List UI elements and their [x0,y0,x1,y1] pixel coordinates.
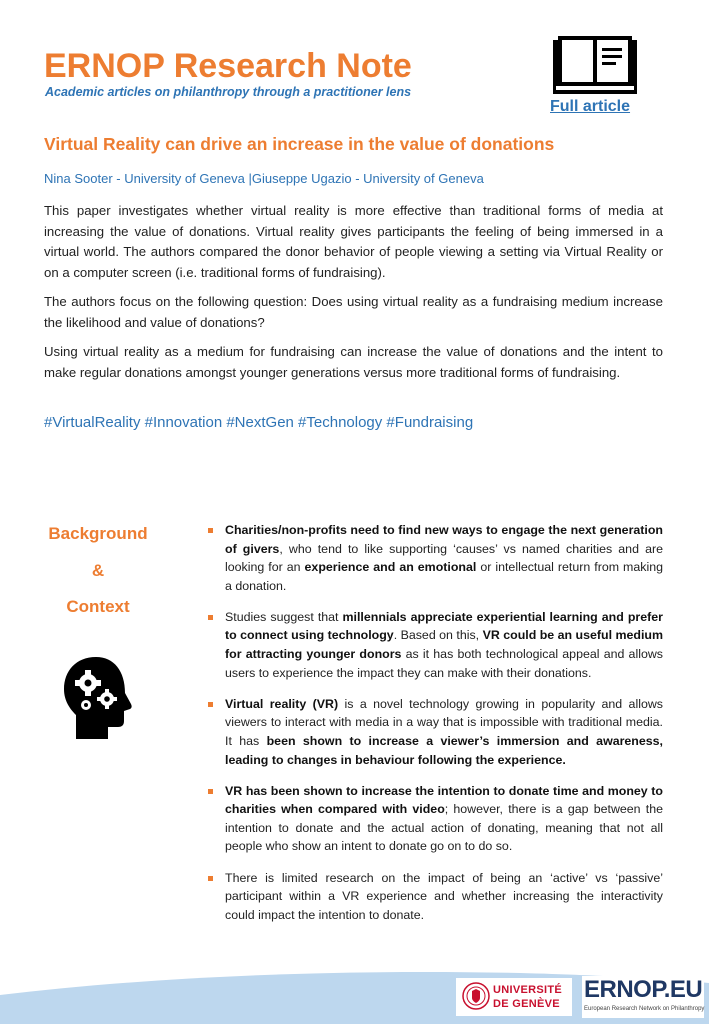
full-article-link[interactable]: Full article [550,98,631,115]
bullet-marker [208,615,213,620]
bullet-marker [208,702,213,707]
section-heading-context: Context [66,597,130,616]
page-title: ERNOP Research Note [44,47,412,85]
bullet-text: There is limited research on the impact of being an ‘active’ vs ‘passive’ participant within a VR experience and whether increasing the interactivity could impact the intention to donate. [225,870,663,922]
bullet-text: , who tend to like supporting ‘causes’ vs named charities and are looking for an [225,541,663,575]
bullet-bold-text: VR has been shown to increase the intention to donate time and money to charities when compared with video [225,783,663,817]
ernop-logo[interactable] [582,976,704,1018]
article-authors: Nina Sooter - University of Geneva |Giuseppe Ugazio - University of Geneva [44,171,484,186]
bullet-marker [208,789,213,794]
bullet-bold-text: Virtual reality (VR) [225,696,339,711]
background-bullet-list [208,521,663,937]
head-gears-icon [62,655,134,741]
section-heading-ampersand: & [91,561,105,580]
bullet-marker [208,528,213,533]
bullet-text: as it has both technological appeal and allows users to experience the impact they can make with their donations. [225,647,663,680]
bullet-item [208,869,663,925]
bullet-item [208,695,663,769]
ernop-name: ERNOP.EU [584,976,703,1003]
article-paragraph: The authors focus on the following question: Does using virtual reality as a fundraising medium increase the likelihood and value of donations? [44,294,663,330]
bullet-item [208,608,663,682]
unige-logo[interactable] [456,978,572,1016]
bullet-bold-text: experience and an emotional [304,560,477,575]
unige-name-line2: DE GENÈVE [493,998,560,1010]
bullet-bold-text: Charities/non-profits need to find new ways to engage the next generation of givers [225,523,663,556]
unige-name-line1: UNIVERSITÉ [493,984,563,996]
ernop-tagline: European Research Network on Philanthropy [584,1006,705,1012]
article-paragraph: This paper investigates whether virtual reality is more effective than traditional forms of media at increasing the value of donations. Virtual reality gives participants the feeling of being immersed in a virtual world. The authors compared the donor behavior of people viewing a setting via Virtual Reality or on a computer screen (i.e. traditional forms of fundraising). [44,203,663,280]
bullet-text: is a novel technology growing in popularity and allows viewers to interact with media in a way that is impossible with traditional media. It has [225,696,663,748]
bullet-text: Studies suggest that [225,609,343,624]
open-book-icon[interactable] [551,34,639,98]
hashtags: #VirtualReality #Innovation #NextGen #Technology #Fundraising [44,414,474,431]
bullet-text: or intellectual return from making a donation. [225,560,663,593]
section-heading-background: Background [48,524,148,543]
bullet-bold-text: VR could be an useful medium for attracting younger donors [225,628,663,662]
bullet-marker [208,876,213,881]
page-subtitle: Academic articles on philanthropy through a practitioner lens [45,85,412,99]
bullet-bold-text: been shown to increase a viewer’s immersion and awareness, leading to changes in behaviour following the experience. [225,733,663,767]
unige-seal-icon [462,982,490,1010]
article-paragraph: Using virtual reality as a medium for fundraising can increase the value of donations and the intent to make regular donations amongst younger generations versus more traditional forms of fundraising. [44,344,663,380]
bullet-item [208,521,663,595]
bullet-item [208,782,663,856]
article-title: Virtual Reality can drive an increase in the value of donations [44,134,555,154]
bullet-bold-text: millennials appreciate experiential learning and prefer to connect using technology [225,609,663,643]
bullet-text: . Based on this, [393,628,483,643]
bullet-text: ; however, there is a gap between the intention to donate and the actual action of donating, meaning that not all people who show an intent to donate go on to do so. [225,802,663,854]
